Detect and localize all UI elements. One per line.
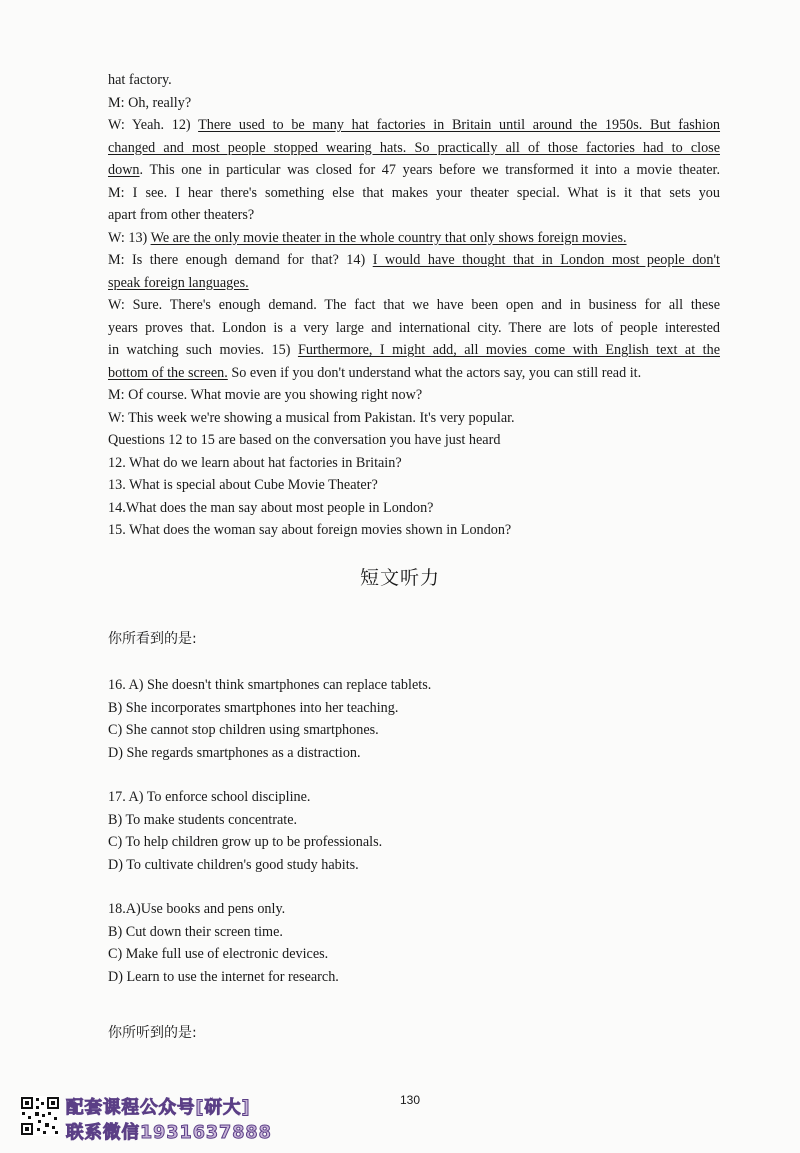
option-line: D) Learn to use the internet for research. <box>108 968 339 985</box>
transcript-line <box>108 272 720 295</box>
transcript-text: M: Of course. What movie are you showing right now? <box>108 387 423 403</box>
option-line: 18.A)Use books and pens only. <box>108 901 286 917</box>
transcript-text: W: Yeah. 12) <box>108 117 199 133</box>
transcript-text: 12. What do we learn about hat factories in Britain? <box>108 454 402 471</box>
underlined-answer-text: down <box>108 162 140 178</box>
transcript-line <box>108 114 720 137</box>
transcript-text: M: I see. I hear there's something else that makes your theater special. What is it that sets you <box>108 184 720 201</box>
underlined-answer-text: bottom of the screen. <box>108 364 228 381</box>
transcript-line <box>108 137 720 160</box>
promo-line-2: 联系微信1931637888 <box>66 1123 272 1143</box>
underlined-answer-text: We are the only movie theater in the whole country that only shows foreign movies. <box>150 229 627 246</box>
page-number: 130 <box>400 1093 421 1107</box>
transcript-line <box>108 407 720 430</box>
option-line: C) Make full use of electronic devices. <box>108 946 329 962</box>
transcript-text: 15. What does the woman say about foreign movies shown in London? <box>108 522 512 538</box>
transcript-text: apart from other theaters? <box>108 207 255 223</box>
transcript-text: M: Is there enough demand for that? 14) <box>108 252 373 268</box>
transcript-text: W: This week we're showing a musical from Pakistan. It's very popular. <box>108 409 515 426</box>
transcript-line <box>108 384 720 407</box>
option-line: 16. A) She doesn't think smartphones can replace tablets. <box>108 677 432 693</box>
transcript-line <box>108 429 720 452</box>
option-line: B) Cut down their screen time. <box>108 923 283 940</box>
transcript-text: Questions 12 to 15 are based on the conversation you have just heard <box>108 432 501 448</box>
heard-label: 你所听到的是: <box>108 1025 197 1041</box>
transcript-line <box>108 92 720 115</box>
transcript-text: So even if you don't understand what the actors say, you can still read it. <box>227 364 642 381</box>
transcript-line <box>108 474 720 497</box>
transcript-line <box>108 294 720 317</box>
transcript-line <box>108 227 720 250</box>
transcript-text: 14.What does the man say about most people in London? <box>108 499 434 516</box>
underlined-answer-text: Furthermore, I might add, all movies come with English text at the <box>297 342 720 358</box>
transcript-text: years proves that. London is a very large and international city. There are lots of people interested <box>108 319 720 336</box>
transcript-text: in watching such movies. 15) <box>108 342 298 358</box>
transcript-line <box>108 159 720 182</box>
option-line: D) She regards smartphones as a distraction. <box>108 744 361 761</box>
transcript-line <box>108 182 720 205</box>
underlined-answer-text: speak foreign languages. <box>108 274 249 291</box>
underlined-answer-text: There used to be many hat factories in Britain until around the 1950s. But fashion <box>198 117 721 133</box>
transcript-text: . This one in particular was closed for 47 years before we transformed it into a movie theater. <box>139 162 720 178</box>
transcript-text: M: Oh, really? <box>108 94 192 111</box>
transcript-line <box>108 204 720 227</box>
underlined-answer-text: changed and most people stopped wearing hats. So practically all of those factories had to close <box>108 139 720 156</box>
option-line: B) To make students concentrate. <box>108 811 298 828</box>
transcript-text: 13. What is special about Cube Movie Theater? <box>108 477 378 493</box>
transcript <box>108 69 720 542</box>
transcript-text: W: 13) <box>108 229 151 246</box>
option-line: C) She cannot stop children using smartphones. <box>108 722 379 738</box>
transcript-line <box>108 452 720 475</box>
question-18 <box>108 898 728 988</box>
transcript-line <box>108 519 720 542</box>
question-17 <box>108 786 728 876</box>
transcript-line <box>108 317 720 340</box>
transcript-text: hat factory. <box>108 72 172 88</box>
transcript-line <box>108 249 720 272</box>
question-16 <box>108 674 728 764</box>
option-line: D) To cultivate children's good study habits. <box>108 856 359 873</box>
promo-line-1: 配套课程公众号[研大] <box>66 1098 251 1118</box>
transcript-line <box>108 362 720 385</box>
transcript-line <box>108 69 720 92</box>
transcript-line <box>108 339 720 362</box>
option-line: C) To help children grow up to be professionals. <box>108 834 383 850</box>
section-title: 短文听力 <box>359 567 440 589</box>
option-line: B) She incorporates smartphones into her teaching. <box>108 699 399 716</box>
underlined-answer-text: I would have thought that in London most people don't <box>372 252 720 268</box>
transcript-line <box>108 497 720 520</box>
option-line: 17. A) To enforce school discipline. <box>108 789 311 805</box>
qr-code-icon <box>20 1096 60 1136</box>
seen-label: 你所看到的是: <box>108 631 197 647</box>
transcript-text: W: Sure. There's enough demand. The fact that we have been open and in business for all these <box>108 297 720 313</box>
